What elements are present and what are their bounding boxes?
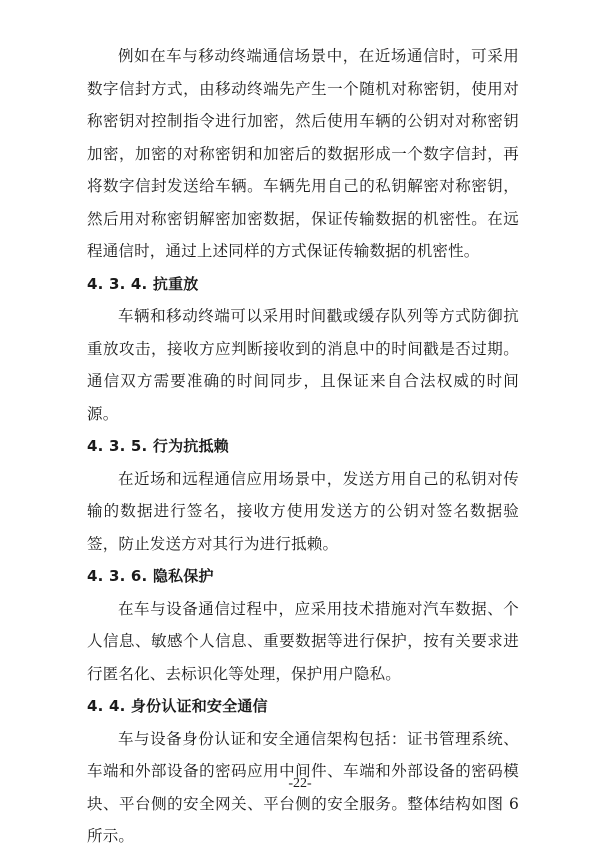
section-heading-anti-replay: 4. 3. 4. 抗重放	[87, 274, 199, 293]
paragraph-privacy: 在车与设备通信过程中，应采用技术措施对汽车数据、个人信息、敏感个人信息、重要数据等进行保护，按有关要求进行匿名化、去标识化等处理，保护用户隐私。	[87, 599, 519, 683]
document-body	[87, 40, 519, 853]
paragraph-digital-envelope: 例如在车与移动终端通信场景中，在近场通信时，可采用数字信封方式，由移动终端先产生一个随机对称密钥，使用对称密钥对控制指令进行加密，然后使用车辆的公钥对对称密钥加密，加密的对称密钥和加密后的数据形成一个数字信封，再将数字信封发送给车辆。车辆先用自己的私钥解密对称密钥，然后用对称密钥解密加密数据，保证传输数据的机密性。在远程通信时，通过上述同样的方式保证传输数据的机密性。	[87, 47, 519, 260]
section-heading-authentication: 4. 4. 身份认证和安全通信	[87, 697, 268, 715]
paragraph-authentication: 车与设备身份认证和安全通信架构包括：证书管理系统、车端和外部设备的密码应用中间件、车端和外部设备的密码模块、平台侧的安全网关、平台侧的安全服务。整体结构如图 6 所示。	[87, 729, 519, 845]
page-number: -22-	[288, 776, 312, 791]
paragraph-anti-replay: 车辆和移动终端可以采用时间戳或缓存队列等方式防御抗重放攻击，接收方应判断接收到的消息中的时间戳是否过期。通信双方需要准确的时间同步，且保证来自合法权威的时间源。	[87, 307, 519, 423]
section-heading-non-repudiation: 4. 3. 5. 行为抗抵赖	[87, 437, 229, 455]
section-heading-privacy: 4. 3. 6. 隐私保护	[87, 567, 214, 585]
paragraph-non-repudiation: 在近场和远程通信应用场景中，发送方用自己的私钥对传输的数据进行签名，接收方使用发送方的公钥对签名数据验签，防止发送方对其行为进行抵赖。	[87, 469, 519, 553]
